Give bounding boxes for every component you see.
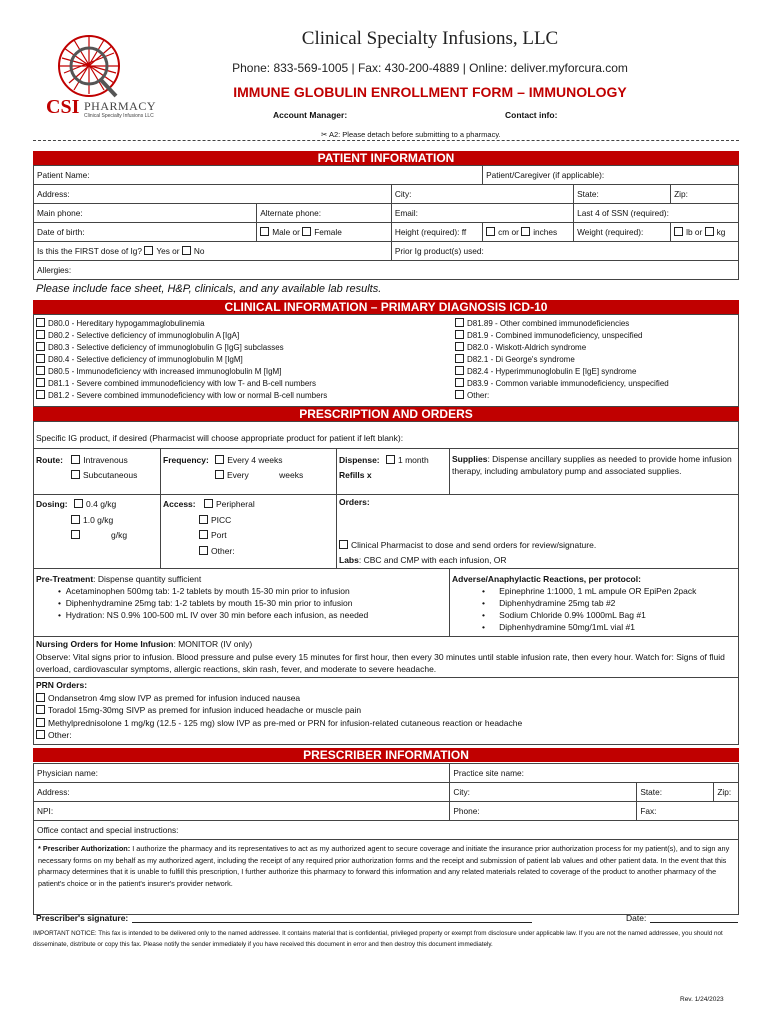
prescriber-header: PRESCRIBER INFORMATION [33,748,739,762]
dx-item[interactable] [455,390,669,402]
form-title: IMMUNE GLOBULIN ENROLLMENT FORM – IMMUNOLOGY [233,84,627,100]
npi-label: NPI: [37,806,54,816]
adverse-item-text: Epinephrine 1:1000, 1 mL ampule OR EpiPen 2pack [499,586,697,596]
dx-label: D83.9 - Common variable immunodeficiency, unspecified [467,379,669,388]
alt-phone-label: Alternate phone: [260,208,322,218]
dose2-checkbox[interactable] [71,515,80,524]
dx-checkbox[interactable] [455,366,464,375]
adverse-block: Adverse/Anaphylactic Reactions, per protocol: • Epinephrine 1:1000, 1 mL ampule OR EpiPen 2pack • Diphenhydramine 25mg tab #2 • Sodium Chloride 0.9% 1000mL Bag #1 • Diphenhydramine 50mg/1mL vial #1 [452,574,697,632]
prn-item-text: Toradol 15mg-30mg SIVP as premed for infusion induced headache or muscle pain [48,705,362,715]
male-label: Male or [272,227,300,237]
access-label: Access: [163,499,196,509]
rx-vline-2 [336,448,337,568]
authorization-label: * Prescriber Authorization: [38,844,131,853]
ssn-field[interactable] [574,204,739,223]
height-unit: ff [461,227,467,237]
dx-label: D80.3 - Selective deficiency of immunoglobulin G [IgG] subclasses [48,343,284,352]
labs-line [339,555,507,565]
dx-label: D82.0 - Wiskott-Aldrich syndrome [467,343,587,352]
dx-item[interactable] [36,390,327,402]
dx-label: D81.2 - Severe combined immunodeficiency with low or normal B-cell numbers [48,391,328,400]
dx-label: D80.0 - Hereditary hypogammaglobulinemia [48,319,205,328]
weight-unit-field [671,223,739,242]
dx-checkbox[interactable] [36,354,45,363]
office-contact-label: Office contact and special instructions: [37,825,179,835]
height-label: Height (required): [394,227,460,237]
frequency-block [163,453,303,483]
clinical-pharm-option[interactable] [339,540,596,550]
patient-info-header: PATIENT INFORMATION [33,151,739,165]
prn-checkbox[interactable] [36,705,45,714]
prescriber-fax-label: Fax: [640,806,657,816]
dx-label: D81.9 - Combined immunodeficiency, unspecified [467,331,643,340]
first-dose-yes-checkbox[interactable] [144,246,153,255]
date-label: Date: [626,913,647,923]
first-dose-label: Is this the FIRST dose of Ig? [37,246,142,256]
picc-checkbox[interactable] [199,515,208,524]
refills-label[interactable]: Refills x [339,470,372,480]
prescriber-city-label: City: [453,787,470,797]
detach-line [33,140,739,141]
prescriber-address-field[interactable] [34,783,450,802]
access-block [163,497,255,559]
logo-pharmacy: PHARMACY [84,99,157,113]
clinical-pharm-checkbox[interactable] [339,540,348,549]
prn-item-text: Other: [48,730,72,740]
prescriber-table [33,763,739,840]
diagnosis-right-list [455,318,669,402]
route-block [36,453,137,483]
port-label: Port [211,530,227,540]
pre-item: • Hydration: NS 0.9% 100-500 mL IV over 30 min before each infusion, as needed [58,610,369,620]
dx-item[interactable] [36,378,327,390]
first-dose-no-checkbox[interactable] [182,246,191,255]
prescriber-zip-label: Zip: [717,787,732,797]
signature-label: Prescriber's signature: [36,913,129,923]
cm-checkbox[interactable] [486,227,495,236]
dx-checkbox[interactable] [455,378,464,387]
one-month-label: 1 month [398,455,429,465]
iv-checkbox[interactable] [71,455,80,464]
adverse-item-text: Diphenhydramine 25mg tab #2 [499,598,616,608]
address-label: Address: [37,189,70,199]
email-label: Email: [394,208,418,218]
dx-label: D82.1 - Di George's syndrome [467,355,575,364]
physician-label: Physician name: [37,768,98,778]
dob-field[interactable] [34,223,257,242]
revision-date: Rev. 1/24/2023 [680,996,724,1003]
detach-note-text: A2: Please detach before submitting to a pharmacy. [328,130,501,139]
dx-label: Other: [467,391,490,400]
dx-item[interactable] [455,318,669,330]
city-field[interactable] [391,185,573,204]
prn-item[interactable] [36,717,522,730]
every4-checkbox[interactable] [215,455,224,464]
kg-checkbox[interactable] [705,227,714,236]
port-checkbox[interactable] [199,530,208,539]
male-checkbox[interactable] [260,227,269,236]
every-label: Every [227,470,249,480]
dispense-block [339,453,429,483]
sex-field [257,223,392,242]
contact-info-label: Contact info: [505,110,558,120]
supplies-text: : Dispense ancillary supplies as needed to provide home infusion therapy, including ambulatory pump and associated supplies. [452,454,732,476]
pretreatment-block [36,573,368,621]
pretreatment-text: : Dispense quantity sufficient [93,574,202,584]
dx-item[interactable] [455,330,669,342]
cm-label: cm or [498,227,519,237]
weight-field[interactable] [574,223,671,242]
prn-item-text: Methylprednisolone 1 mg/kg (12.5 - 125 mg) slow IVP as pre-med or PRN for infusion-related cutaneous reaction or headache [48,717,523,728]
rx-divider-3 [33,568,739,569]
prn-checkbox[interactable] [36,730,45,739]
dx-checkbox[interactable] [455,342,464,351]
supplies-label: Supplies [452,454,488,464]
subq-checkbox[interactable] [71,470,80,479]
prescriber-phone-label: Phone: [453,806,480,816]
labs-label: Labs [339,555,359,565]
practice-site-field[interactable] [450,764,739,783]
prn-item[interactable] [36,692,522,705]
dispense-label: Dispense: [339,455,380,465]
pre-item: • Acetaminophen 500mg tab: 1-2 tablets by mouth 15-30 min prior to infusion [58,586,350,596]
dx-checkbox[interactable] [36,330,45,339]
authorization-box [33,839,739,915]
rx-divider-4 [33,636,739,637]
rx-vline-3 [449,448,450,494]
prescriber-state-label: State: [640,787,663,797]
rx-vline-4 [449,568,450,636]
state-label: State: [577,189,599,199]
frequency-label: Frequency: [163,455,209,465]
dx-item[interactable] [455,378,669,390]
prior-ig-label: Prior Ig product(s) used: [394,246,484,256]
npi-field[interactable] [34,802,450,821]
pre-item-text: Acetaminophen 500mg tab: 1-2 tablets by mouth 15-30 min prior to infusion [65,586,350,596]
diagnosis-left-list [36,318,327,402]
adverse-item: • Diphenhydramine 50mg/1mL vial #1 [482,622,635,632]
nursing-text: : MONITOR (IV only) [173,639,253,649]
physician-field[interactable] [34,764,450,783]
prescriber-address-label: Address: [37,787,70,797]
account-manager-label: Account Manager: [273,110,348,120]
pre-item-text: Hydration: NS 0.9% 100-500 mL IV over 30 min before each infusion, as needed [65,610,369,620]
zip-field[interactable] [671,185,739,204]
city-label: City: [394,189,412,199]
logo-csi: CSI [46,96,80,118]
pre-item: • Diphenhydramine 25mg tab: 1-2 tablets by mouth 15-30 min prior to infusion [58,598,353,608]
dx-label: D80.5 - Immunodeficiency with increased immunoglobulin M [IgM] [48,367,282,376]
specific-product[interactable]: Specific IG product, if desired (Pharmacist will choose appropriate product for patient if left blank): [36,433,404,443]
email-field[interactable] [391,204,573,223]
no-label: No [193,246,205,256]
prn-checkbox[interactable] [36,693,45,702]
orders-label[interactable]: Orders: [339,497,370,507]
allergies-field[interactable] [34,261,739,280]
weeks-label: weeks [279,470,304,480]
dx-checkbox[interactable] [36,342,45,351]
dx-item[interactable] [36,366,327,378]
dx-item[interactable] [455,366,669,378]
patient-name-label: Patient Name: [37,170,90,180]
lb-checkbox[interactable] [674,227,683,236]
dx-item[interactable] [36,318,327,330]
peripheral-checkbox[interactable] [204,499,213,508]
rx-divider-5 [33,677,739,678]
authorization-text: I authorize the pharmacy and its representatives to act as my authorized agent to secure coverage and initiate the insurance prior authorization process for my patient(s), and to sign any necessary forms on my behalf as my authorized agent, including the receipt of any required prior authorization forms and the receipt and submission of patient lab values and other patient data. In the event that this pharmacy determines that it is unable to fulfill this prescription, I further authorize this pharmacy to forward this information and any related materials related to coverage of the product to another pharmacy of the patient's choice or in the patient's insurer's provider network. [38,844,730,888]
every-checkbox[interactable] [215,470,224,479]
important-notice: IMPORTANT NOTICE: This fax is intended to be delivered only to the named addressee. It contains material that is confidential, privileged property or exempt from disclosure under applicable law. If you are not the named addressee, you should not disseminate, distribute or copy this fax. Please notify the sender immediately if you have received this document in error and then destroy this document immediately. [33,930,723,948]
include-note: Please include face sheet, H&P, clinicals, and any available lab results. [36,283,382,295]
dx-item[interactable] [36,330,327,342]
prn-item[interactable] [36,729,522,742]
dx-label: D80.4 - Selective deficiency of immunoglobulin M [IgM] [48,355,243,364]
nursing-label: Nursing Orders for Home Infusion [36,639,174,649]
zip-label: Zip: [674,189,688,199]
route-label: Route: [36,455,63,465]
dosing-label: Dosing: [36,499,68,509]
height-unit-field [483,223,574,242]
pretreatment-label: Pre-Treatment [36,574,94,584]
picc-label: PICC [211,514,232,525]
dose2-label: 1.0 g/kg [83,514,114,525]
adverse-label: Adverse/Anaphylactic Reactions, per protocol [452,574,639,584]
ssn-label: Last 4 of SSN (required): [577,208,669,218]
first-dose-field [34,242,392,261]
dx-checkbox[interactable] [455,318,464,327]
adverse-item: • Sodium Chloride 0.9% 1000mL Bag #1 [482,610,646,620]
prn-label: PRN Orders [36,680,85,690]
logo-tagline: Clinical Specialty Infusions LLC [84,113,154,119]
alt-phone-field[interactable] [257,204,392,223]
dosing-block [36,497,127,544]
pre-item-text: Diphenhydramine 25mg tab: 1-2 tablets by mouth 15-30 min prior to infusion [65,598,353,608]
labs-text: : CBC and CMP with each infusion, OR [358,555,507,565]
subq-label: Subcutaneous [83,470,138,480]
dx-checkbox[interactable] [36,366,45,375]
dx-label: D81.1 - Severe combined immunodeficiency with low T- and B-cell numbers [48,379,316,388]
office-contact-field[interactable] [34,821,739,840]
prescription-header: PRESCRIPTION AND ORDERS [33,407,739,421]
iv-label: Intravenous [83,455,128,465]
dx-label: D80.2 - Selective deficiency of immunoglobulin A [IgA] [48,331,240,340]
dx-item[interactable] [36,342,327,354]
contact-line: Phone: 833-569-1005 | Fax: 430-200-4889 | Online: deliver.myforcura.com [232,61,628,75]
company-name: Clinical Specialty Infusions, LLC [301,28,559,49]
prescriber-state-field[interactable] [637,783,714,802]
adverse-item: • Epinephrine 1:1000, 1 mL ampule OR EpiPen 2pack [482,586,697,596]
prn-item[interactable] [36,704,522,717]
address-field[interactable] [34,185,392,204]
observe-text: Observe: Vital signs prior to infusion. Blood pressure and pulse every 15 minutes for first hour, then every 30 minutes until stable infusion rate, then every hour. Watch for: Signs of fluid overload, cardiovascular symptoms, allergic reactions, skin rash, fever, and moderate to severe headache. [36,651,725,674]
practice-site-label: Practice site name: [453,768,524,778]
prescriber-zip-field[interactable] [714,783,739,802]
female-label: Female [314,227,342,237]
detach-note [318,130,504,139]
prescriber-fax-field[interactable] [637,802,739,821]
scissors-icon: ✂ [321,130,328,139]
dose1-label: 0.4 g/kg [86,499,117,509]
adverse-item: • Diphenhydramine 25mg tab #2 [482,598,616,608]
clinical-info-header: CLINICAL INFORMATION – PRIMARY DIAGNOSIS ICD-10 [33,300,739,314]
dx-checkbox[interactable] [455,390,464,399]
dose3-checkbox[interactable] [71,530,80,539]
date-line[interactable] [650,922,738,923]
height-field[interactable] [391,223,482,242]
prescriber-phone-field[interactable] [450,802,637,821]
dx-item[interactable] [455,342,669,354]
main-phone-label: Main phone: [37,208,83,218]
dx-checkbox[interactable] [455,330,464,339]
dx-label: D81.89 - Other combined immunodeficiencies [467,319,630,328]
access-other-checkbox[interactable] [199,546,208,555]
caregiver-label: Patient/Caregiver (if applicable): [486,170,605,180]
rx-vline-1 [160,448,161,568]
one-month-checkbox[interactable] [386,455,395,464]
dose1-checkbox[interactable] [74,499,83,508]
company-logo [34,28,159,123]
every4-label: Every 4 weeks [227,455,283,465]
dx-item[interactable] [36,354,327,366]
dx-label: D82.4 - Hyperimmunoglobulin E [IgE] syndrome [467,367,637,376]
adverse-item-text: Sodium Chloride 0.9% 1000mL Bag #1 [499,610,646,620]
kg-label: kg [716,227,726,237]
dx-item[interactable] [455,354,669,366]
dx-checkbox[interactable] [455,354,464,363]
prn-block: PRN Orders: Ondansetron 4mg slow IVP as premed for infusion induced nausea Toradol 15mg-30mg SIVP as premed for infusion induced headache or muscle pain Methylprednisolone 1 mg/kg (12.5 - 125 mg) slow IVP as pre-med or PRN for infusion-related cutaneous reaction or headache Other: [36,680,523,740]
dx-checkbox[interactable] [36,390,45,399]
clinical-pharm-label: Clinical Pharmacist to dose and send orders for review/signature. [351,540,597,550]
rx-divider-2 [33,494,739,495]
prescriber-city-field[interactable] [450,783,637,802]
dx-checkbox[interactable] [36,378,45,387]
dob-label: Date of birth: [37,227,85,237]
patient-info-table [33,165,739,280]
allergies-label: Allergies: [37,265,72,275]
weight-label: Weight (required): [577,227,644,237]
lb-label: lb or [686,227,703,237]
rx-divider [33,448,739,449]
supplies-block [452,453,734,477]
prn-item-text: Ondansetron 4mg slow IVP as premed for infusion induced nausea [48,692,301,703]
caregiver-field[interactable] [483,166,739,185]
inches-label: inches [533,227,558,237]
dose3-label: g/kg [111,530,128,540]
signature-line[interactable] [132,922,532,923]
dx-checkbox[interactable] [36,318,45,327]
patient-name-field[interactable] [34,166,483,185]
nursing-block [36,638,736,676]
female-checkbox[interactable] [302,227,311,236]
prior-ig-field[interactable] [391,242,738,261]
peripheral-label: Peripheral [215,499,255,509]
main-phone-field[interactable] [34,204,257,223]
yes-label: Yes or [156,246,180,256]
prn-checkbox[interactable] [36,718,45,727]
access-other-label: Other: [211,545,235,556]
inches-checkbox[interactable] [521,227,530,236]
state-field[interactable] [574,185,671,204]
adverse-item-text: Diphenhydramine 50mg/1mL vial #1 [499,622,635,632]
